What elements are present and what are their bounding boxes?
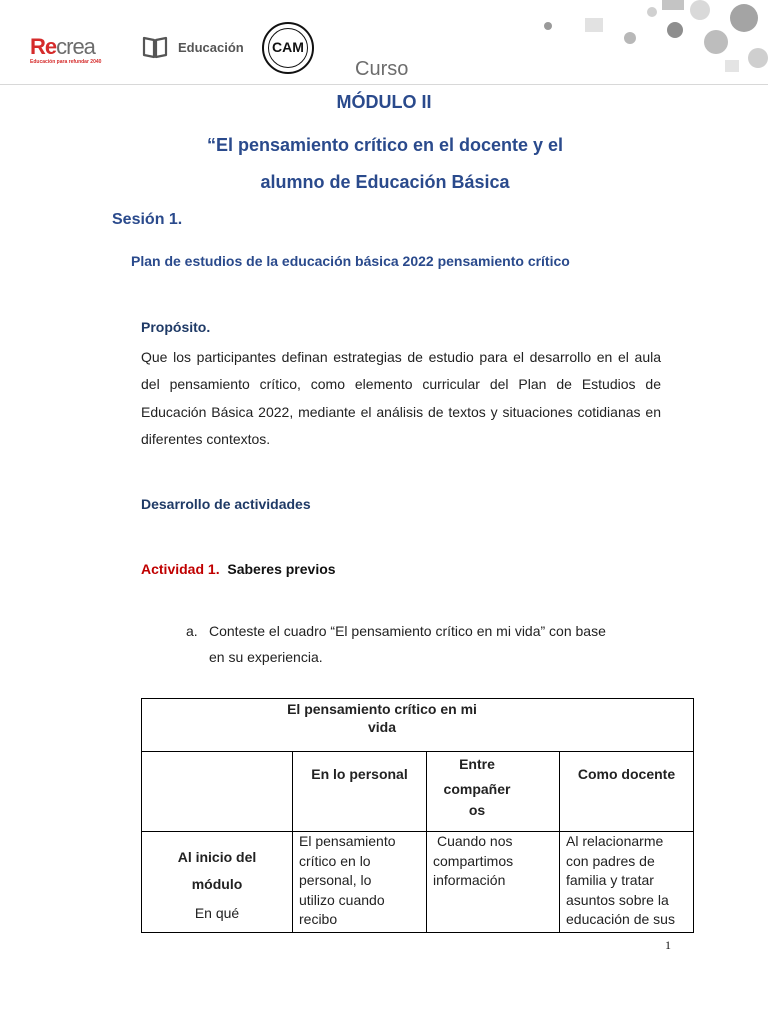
table-cell-personal-text xyxy=(299,832,396,930)
table-row-label-line-3: En qué xyxy=(194,905,240,921)
table-header-docente-label: Como docente xyxy=(577,766,676,782)
header-divider xyxy=(0,84,768,85)
table-cell-personal-line: personal, lo xyxy=(299,872,372,888)
table-header-empty-cell xyxy=(141,751,293,832)
recrea-logo-crea: crea xyxy=(56,34,95,59)
session-heading: Sesión 1. xyxy=(112,211,183,228)
activity-label: Actividad 1. xyxy=(141,561,220,577)
table-cell-personal-line: El pensamiento xyxy=(299,833,396,849)
table-cell-docente-line: asuntos sobre la xyxy=(566,891,669,908)
table-cell-docente xyxy=(559,831,694,933)
critical-thinking-table xyxy=(141,698,694,933)
recrea-logo xyxy=(30,34,102,65)
activity-heading xyxy=(141,561,336,577)
table-cell-companeros-text xyxy=(433,832,513,891)
purpose-paragraph: Que los participantes definan estrategias de estudio para el desarrollo en el aula del pensamiento crítico, como elemento curricular del Plan de Estudios de Educación Básica 2022, mediante el análisis de textos y situaciones cotidianas en diferentes contextos. xyxy=(141,349,661,447)
table-cell-companeros-line: información xyxy=(433,872,506,888)
table-cell-companeros-line: compartimos xyxy=(433,852,514,869)
table-cell-docente-line: educación de sus xyxy=(566,911,675,927)
table-cell-personal-line: recibo xyxy=(299,911,338,927)
document-header xyxy=(0,0,768,86)
table-title-line-2: vida xyxy=(367,719,396,735)
recrea-logo-re: Re xyxy=(30,34,57,59)
curso-label: Curso xyxy=(355,58,409,80)
list-item xyxy=(186,618,616,670)
table-cell-personal xyxy=(292,831,427,933)
plan-subheading: Plan de estudios de la educación básica 2022 pensamiento crítico xyxy=(131,253,570,269)
table-header-personal-label: En lo personal xyxy=(311,766,408,782)
table-cell-docente-line: con padres de xyxy=(566,852,655,869)
purpose-heading: Propósito. xyxy=(141,319,211,335)
table-row-label xyxy=(142,844,292,928)
document-title-line-1: “El pensamiento crítico en el docente y el xyxy=(206,135,564,155)
list-item-text: Conteste el cuadro “El pensamiento crítico en mi vida” con base en su experiencia. xyxy=(209,623,606,665)
table-cell-personal-line: crítico en lo xyxy=(299,852,371,869)
module-title: MÓDULO II xyxy=(336,92,432,112)
table-header-personal xyxy=(292,751,427,832)
table-header-companeros-label xyxy=(437,752,517,818)
activities-heading: Desarrollo de actividades xyxy=(141,496,311,512)
table-header-docente xyxy=(559,751,694,832)
educacion-logo xyxy=(142,34,244,60)
table-cell-docente-line: Al relacionarme xyxy=(566,833,664,849)
table-title-cell xyxy=(141,698,694,752)
table-cell-companeros xyxy=(426,831,560,933)
table-row-label-line-2: módulo xyxy=(191,876,243,892)
recrea-tagline: Educación para refundar 2040 xyxy=(30,59,102,65)
table-title-line-1: El pensamiento crítico en mi xyxy=(287,701,477,717)
table-cell-docente-text xyxy=(566,832,675,930)
table-title xyxy=(242,700,522,736)
table-cell-docente-line: familia y tratar xyxy=(566,872,654,888)
dot-pattern xyxy=(520,0,768,84)
page-number: 1 xyxy=(665,938,671,952)
document-title-line-2: alumno de Educación Básica xyxy=(260,172,510,192)
educacion-logo-text: Educación xyxy=(178,39,244,55)
table-cell-companeros-line: Cuando nos xyxy=(437,833,513,849)
list-marker: a. xyxy=(186,623,198,639)
activity-title: Saberes previos xyxy=(227,561,336,577)
table-row-label-line-1: Al inicio del xyxy=(177,849,257,865)
table-header-companeros-line-2: compañer xyxy=(443,781,511,797)
table-row-label-cell xyxy=(141,831,293,933)
cam-seal-text: CAM xyxy=(272,39,304,55)
table-header-companeros xyxy=(426,751,560,832)
table-cell-personal-line: utilizo cuando xyxy=(299,891,385,908)
table-header-companeros-line-3: os xyxy=(468,802,486,818)
document-title xyxy=(160,127,610,201)
table-header-companeros-line-1: Entre xyxy=(459,756,495,772)
book-icon xyxy=(142,34,168,60)
cam-seal xyxy=(262,22,314,74)
